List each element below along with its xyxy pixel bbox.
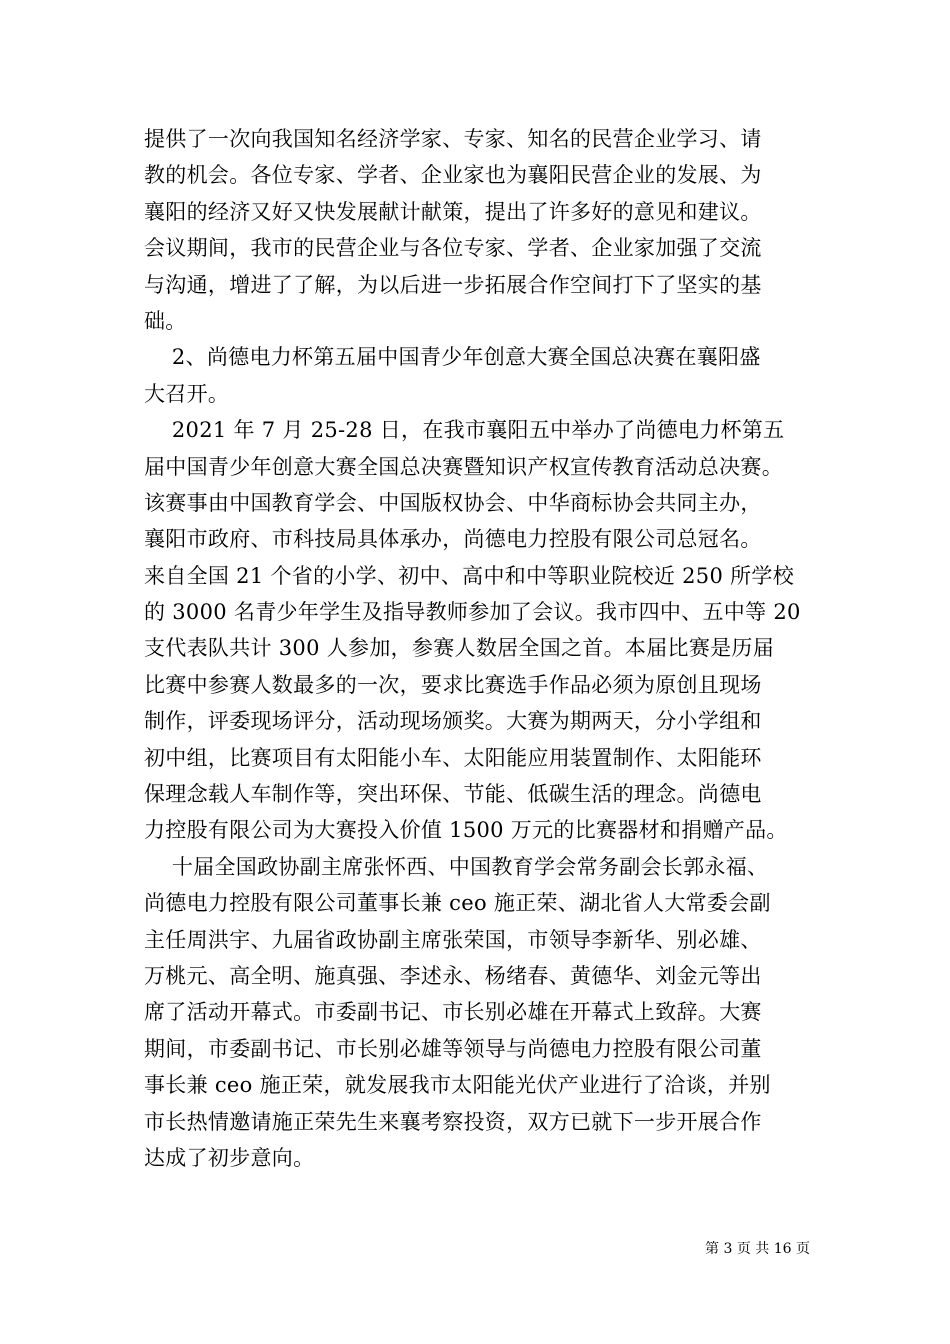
- text-line: 础。: [144, 308, 187, 333]
- text-line: 2021 年 7 月 25-28 日，在我市襄阳五中举办了尚德电力杯第五: [144, 418, 785, 443]
- text-line: 席了活动开幕式。市委副书记、市长别必雄在开幕式上致辞。大赛: [144, 1000, 762, 1025]
- body-text: [144, 121, 808, 1176]
- text-line: 会议期间，我市的民营企业与各位专家、学者、企业家加强了交流: [144, 236, 762, 261]
- text-line: 支代表队共计 300 人参加，参赛人数居全国之首。本届比赛是历届: [144, 636, 775, 661]
- text-line: 主任周洪宇、九届省政协副主席张荣国，市领导李新华、别必雄、: [144, 927, 762, 952]
- text-line: 襄阳的经济又好又快发展献计献策，提出了许多好的意见和建议。: [144, 199, 762, 224]
- text-line: 万桃元、高全明、施真强、李述永、杨绪春、黄德华、刘金元等出: [144, 963, 762, 988]
- text-line: 尚德电力控股有限公司董事长兼 ceo 施正荣、湖北省人大常委会副: [144, 891, 771, 916]
- text-line: 制作，评委现场评分，活动现场颁奖。大赛为期两天，分小学组和: [144, 709, 762, 734]
- text-line: 该赛事由中国教育学会、中国版权协会、中华商标协会共同主办，: [144, 490, 762, 515]
- text-line: 届中国青少年创意大赛全国总决赛暨知识产权宣传教育活动总决赛。: [144, 454, 783, 479]
- text-line: 来自全国 21 个省的小学、初中、高中和中等职业院校近 250 所学校: [144, 563, 795, 588]
- text-line: 与沟通，增进了了解，为以后进一步拓展合作空间打下了坚实的基: [144, 272, 762, 297]
- text-line: 比赛中参赛人数最多的一次，要求比赛选手作品必须为原创且现场: [144, 672, 762, 697]
- text-line: 襄阳市政府、市科技局具体承办，尚德电力控股有限公司总冠名。: [144, 527, 762, 552]
- text-line: 力控股有限公司为大赛投入价值 1500 万元的比赛器材和捐赠产品。: [144, 818, 788, 843]
- page-number: 第 3 页 共 16 页: [705, 1241, 810, 1257]
- text-line: 达成了初步意向。: [144, 1145, 315, 1170]
- text-line: 提供了一次向我国知名经济学家、专家、知名的民营企业学习、请: [144, 127, 762, 151]
- text-line: 市长热情邀请施正荣先生来襄考察投资，双方已就下一步开展合作: [144, 1109, 762, 1134]
- text-line: 期间，市委副书记、市长别必雄等领导与尚德电力控股有限公司董: [144, 1036, 762, 1061]
- text-line: 保理念载人车制作等，突出环保、节能、低碳生活的理念。尚德电: [144, 782, 762, 807]
- text-line: 十届全国政协副主席张怀西、中国教育学会常务副会长郭永福、: [144, 854, 769, 879]
- text-line: 初中组，比赛项目有太阳能小车、太阳能应用装置制作、太阳能环: [144, 745, 762, 770]
- text-line: 事长兼 ceo 施正荣，就发展我市太阳能光伏产业进行了洽谈，并别: [144, 1073, 771, 1098]
- section-heading-line: 2、尚德电力杯第五届中国青少年创意大赛全国总决赛在襄阳盛: [144, 345, 761, 370]
- text-line: 教的机会。各位专家、学者、企业家也为襄阳民营企业的发展、为: [144, 163, 762, 188]
- section-heading-line: 大召开。: [144, 381, 230, 406]
- text-line: 的 3000 名青少年学生及指导教师参加了会议。我市四中、五中等 20: [144, 600, 801, 625]
